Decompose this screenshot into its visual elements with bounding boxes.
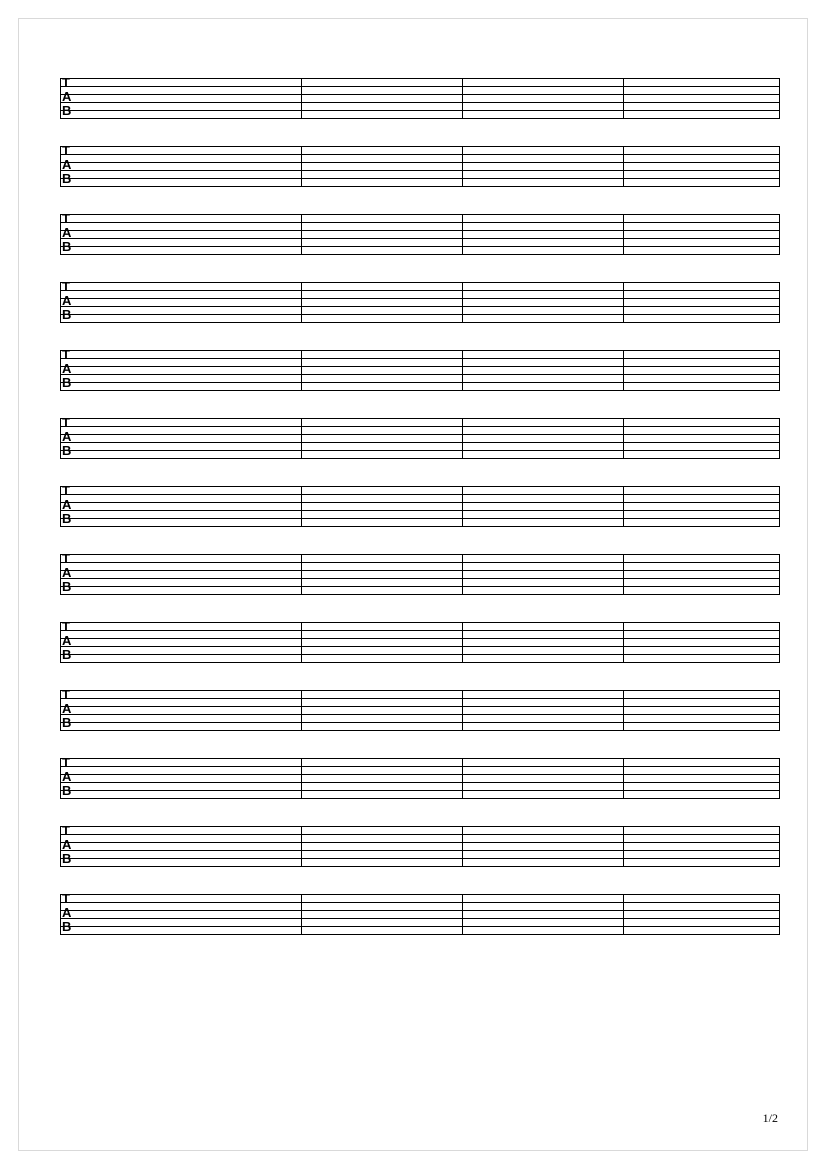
staff-line: [60, 322, 780, 323]
tab-clef: [62, 754, 82, 802]
tab-clef-letter-b: B: [62, 783, 72, 798]
barline: [462, 758, 463, 799]
staff-system: [60, 755, 780, 802]
tab-clef-letter-b: B: [62, 647, 72, 662]
staff-line: [60, 186, 780, 187]
staff-line: [60, 594, 780, 595]
staff-line: [60, 426, 780, 427]
page-number: 1/2: [762, 1111, 778, 1125]
staff-line: [60, 102, 780, 103]
staff-line: [60, 706, 780, 707]
staff-line: [60, 418, 780, 419]
tab-clef-letter-b: B: [62, 919, 72, 934]
barline: [301, 282, 302, 323]
staff-system: [60, 483, 780, 530]
staff-line: [60, 622, 780, 623]
barline: [462, 622, 463, 663]
staff-line: [60, 222, 780, 223]
tab-clef-letter-a: A: [62, 837, 72, 852]
barline: [301, 486, 302, 527]
barline: [623, 486, 624, 527]
staff-line: [60, 662, 780, 663]
staff-line: [60, 154, 780, 155]
staff-line: [60, 374, 780, 375]
barline: [60, 214, 61, 255]
staff-line: [60, 766, 780, 767]
tab-clef-letter-b: B: [62, 307, 72, 322]
tab-staff: [60, 211, 780, 258]
barline: [623, 78, 624, 119]
barline: [623, 894, 624, 935]
barline: [60, 622, 61, 663]
tab-staff: [60, 551, 780, 598]
staff-line: [60, 842, 780, 843]
staff-line: [60, 510, 780, 511]
staff-systems-container: [60, 75, 780, 962]
tab-clef-letter-b: B: [62, 715, 72, 730]
staff-line: [60, 730, 780, 731]
barline: [301, 554, 302, 595]
barline: [60, 418, 61, 459]
staff-line: [60, 94, 780, 95]
tab-staff: [60, 823, 780, 870]
tab-clef-letter-a: A: [62, 497, 72, 512]
barline: [462, 894, 463, 935]
barline: [301, 78, 302, 119]
staff-line: [60, 146, 780, 147]
barline: [623, 350, 624, 391]
staff-line: [60, 314, 780, 315]
tab-clef-letter-t: T: [62, 483, 70, 498]
barline: [462, 486, 463, 527]
barline: [779, 554, 780, 595]
tab-clef-letter-a: A: [62, 905, 72, 920]
staff-line: [60, 518, 780, 519]
barline: [462, 282, 463, 323]
tab-clef: [62, 346, 82, 394]
staff-line: [60, 358, 780, 359]
tab-clef-letter-t: T: [62, 347, 70, 362]
barline: [60, 146, 61, 187]
barline: [462, 554, 463, 595]
staff-line: [60, 254, 780, 255]
staff-line: [60, 246, 780, 247]
staff-system: [60, 211, 780, 258]
tab-clef-letter-t: T: [62, 619, 70, 634]
barline: [462, 690, 463, 731]
tab-clef: [62, 890, 82, 938]
tab-clef: [62, 414, 82, 462]
tab-clef-letter-t: T: [62, 891, 70, 906]
tab-clef-letter-b: B: [62, 171, 72, 186]
barline: [779, 826, 780, 867]
barline: [301, 690, 302, 731]
tab-clef-letter-t: T: [62, 687, 70, 702]
staff-line: [60, 118, 780, 119]
staff-line: [60, 110, 780, 111]
staff-system: [60, 687, 780, 734]
staff-line: [60, 290, 780, 291]
barline: [301, 894, 302, 935]
barline: [462, 350, 463, 391]
staff-line: [60, 926, 780, 927]
barline: [779, 758, 780, 799]
barline: [301, 826, 302, 867]
tab-clef-letter-a: A: [62, 361, 72, 376]
barline: [623, 418, 624, 459]
tab-clef-letter-t: T: [62, 755, 70, 770]
barline: [623, 214, 624, 255]
staff-line: [60, 934, 780, 935]
barline: [779, 690, 780, 731]
staff-line: [60, 834, 780, 835]
tab-staff: [60, 687, 780, 734]
tab-staff: [60, 415, 780, 462]
barline: [60, 350, 61, 391]
staff-line: [60, 366, 780, 367]
tab-clef-letter-a: A: [62, 429, 72, 444]
staff-line: [60, 382, 780, 383]
tab-clef-letter-a: A: [62, 769, 72, 784]
staff-line: [60, 170, 780, 171]
tab-clef-letter-a: A: [62, 89, 72, 104]
barline: [301, 622, 302, 663]
barline: [623, 826, 624, 867]
barline: [301, 418, 302, 459]
tab-clef-letter-t: T: [62, 415, 70, 430]
barline: [779, 214, 780, 255]
barline: [60, 826, 61, 867]
tab-staff: [60, 483, 780, 530]
staff-line: [60, 698, 780, 699]
staff-line: [60, 502, 780, 503]
tab-staff: [60, 755, 780, 802]
tab-clef: [62, 482, 82, 530]
barline: [60, 690, 61, 731]
barline: [301, 214, 302, 255]
barline: [462, 826, 463, 867]
staff-line: [60, 858, 780, 859]
tab-clef-letter-a: A: [62, 293, 72, 308]
barline: [779, 146, 780, 187]
staff-line: [60, 850, 780, 851]
tab-clef-letter-b: B: [62, 511, 72, 526]
staff-line: [60, 306, 780, 307]
tab-clef-letter-t: T: [62, 823, 70, 838]
staff-line: [60, 570, 780, 571]
staff-line: [60, 646, 780, 647]
tab-staff: [60, 279, 780, 326]
staff-line: [60, 162, 780, 163]
staff-line: [60, 798, 780, 799]
staff-system: [60, 551, 780, 598]
staff-system: [60, 415, 780, 462]
staff-line: [60, 486, 780, 487]
barline: [60, 758, 61, 799]
staff-line: [60, 78, 780, 79]
tab-clef-letter-a: A: [62, 633, 72, 648]
staff-system: [60, 347, 780, 394]
barline: [60, 486, 61, 527]
tab-clef: [62, 822, 82, 870]
staff-line: [60, 86, 780, 87]
barline: [60, 894, 61, 935]
staff-line: [60, 450, 780, 451]
staff-line: [60, 722, 780, 723]
staff-line: [60, 782, 780, 783]
tab-clef-letter-b: B: [62, 375, 72, 390]
staff-line: [60, 690, 780, 691]
staff-line: [60, 918, 780, 919]
staff-line: [60, 910, 780, 911]
tab-clef-letter-a: A: [62, 157, 72, 172]
barline: [779, 350, 780, 391]
tab-clef-letter-b: B: [62, 103, 72, 118]
staff-line: [60, 586, 780, 587]
tab-clef-letter-t: T: [62, 211, 70, 226]
barline: [462, 146, 463, 187]
staff-line: [60, 790, 780, 791]
tab-clef-letter-a: A: [62, 701, 72, 716]
barline: [60, 282, 61, 323]
barline: [779, 78, 780, 119]
staff-line: [60, 578, 780, 579]
staff-system: [60, 823, 780, 870]
tab-staff: [60, 75, 780, 122]
tab-clef: [62, 686, 82, 734]
tab-clef: [62, 550, 82, 598]
barline: [623, 554, 624, 595]
tab-clef: [62, 618, 82, 666]
tab-staff: [60, 347, 780, 394]
tab-staff: [60, 891, 780, 938]
barline: [623, 282, 624, 323]
staff-line: [60, 714, 780, 715]
barline: [60, 554, 61, 595]
staff-line: [60, 630, 780, 631]
staff-line: [60, 282, 780, 283]
tab-staff: [60, 143, 780, 190]
barline: [623, 622, 624, 663]
staff-line: [60, 654, 780, 655]
staff-line: [60, 458, 780, 459]
tab-clef-letter-t: T: [62, 279, 70, 294]
staff-system: [60, 143, 780, 190]
staff-line: [60, 826, 780, 827]
tab-clef-letter-b: B: [62, 443, 72, 458]
staff-line: [60, 178, 780, 179]
staff-line: [60, 350, 780, 351]
staff-line: [60, 902, 780, 903]
barline: [779, 282, 780, 323]
barline: [60, 78, 61, 119]
staff-line: [60, 214, 780, 215]
tab-clef-letter-t: T: [62, 551, 70, 566]
staff-line: [60, 390, 780, 391]
barline: [301, 146, 302, 187]
staff-line: [60, 238, 780, 239]
tab-clef-letter-t: T: [62, 75, 70, 90]
tab-clef-letter-b: B: [62, 851, 72, 866]
barline: [462, 214, 463, 255]
staff-line: [60, 434, 780, 435]
barline: [623, 146, 624, 187]
staff-system: [60, 75, 780, 122]
staff-line: [60, 866, 780, 867]
barline: [779, 622, 780, 663]
tab-clef-letter-a: A: [62, 225, 72, 240]
staff-line: [60, 758, 780, 759]
tab-clef: [62, 210, 82, 258]
staff-line: [60, 526, 780, 527]
staff-line: [60, 230, 780, 231]
staff-line: [60, 562, 780, 563]
barline: [462, 78, 463, 119]
staff-system: [60, 619, 780, 666]
tab-clef: [62, 74, 82, 122]
tab-clef-letter-a: A: [62, 565, 72, 580]
staff-line: [60, 554, 780, 555]
staff-line: [60, 298, 780, 299]
tab-clef-letter-b: B: [62, 579, 72, 594]
barline: [779, 894, 780, 935]
barline: [779, 486, 780, 527]
tab-clef: [62, 142, 82, 190]
staff-line: [60, 894, 780, 895]
barline: [779, 418, 780, 459]
tab-clef: [62, 278, 82, 326]
barline: [462, 418, 463, 459]
barline: [301, 758, 302, 799]
staff-system: [60, 891, 780, 938]
staff-line: [60, 494, 780, 495]
staff-line: [60, 774, 780, 775]
tab-clef-letter-b: B: [62, 239, 72, 254]
barline: [623, 690, 624, 731]
staff-line: [60, 442, 780, 443]
staff-line: [60, 638, 780, 639]
tab-clef-letter-t: T: [62, 143, 70, 158]
barline: [301, 350, 302, 391]
staff-system: [60, 279, 780, 326]
tab-staff: [60, 619, 780, 666]
barline: [623, 758, 624, 799]
